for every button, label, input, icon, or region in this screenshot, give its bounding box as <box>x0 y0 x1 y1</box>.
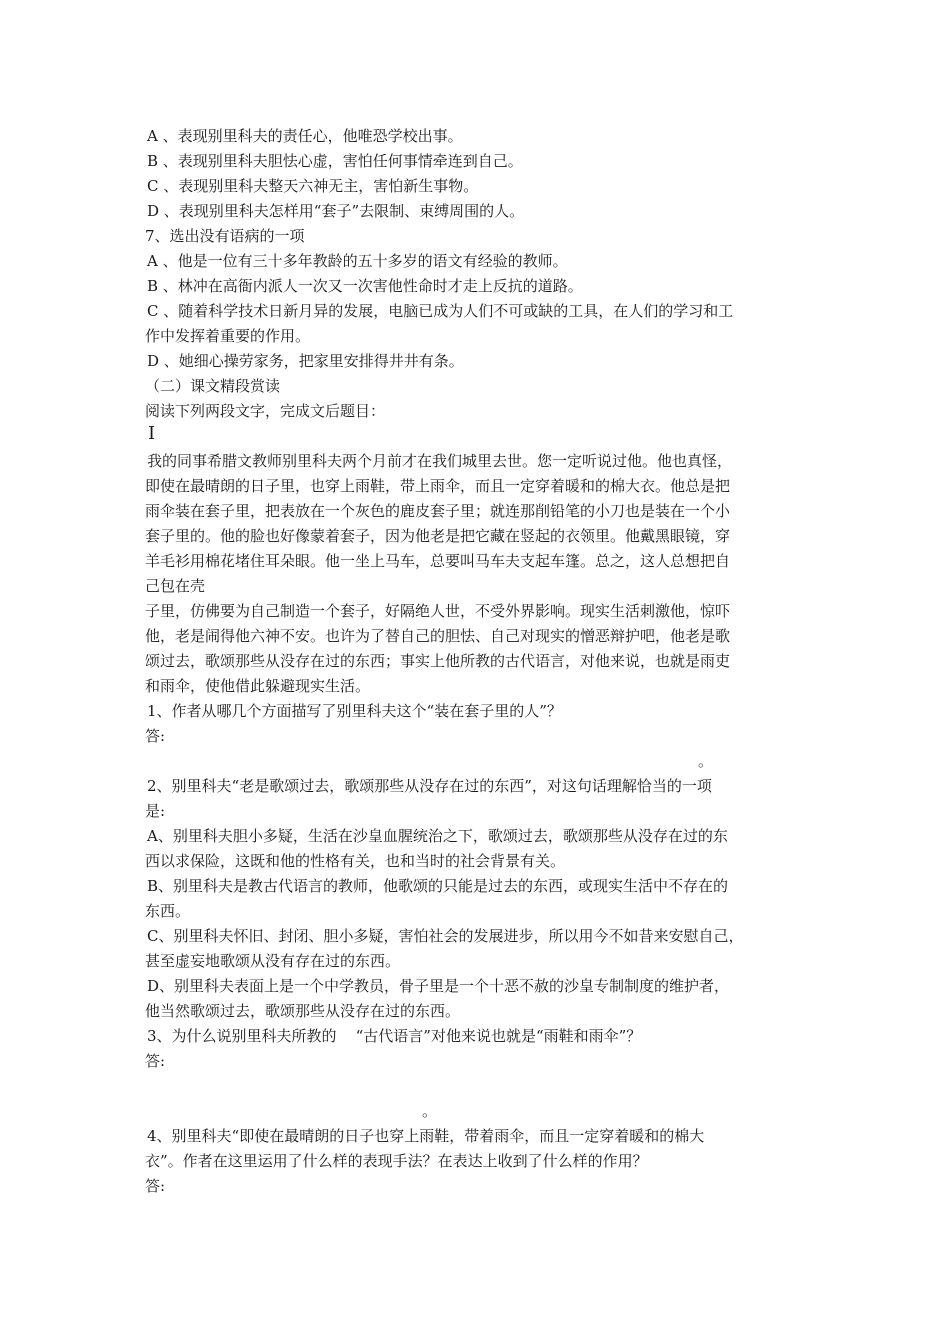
passage-line: 和雨伞，使他借此躲避现实生活。 <box>145 677 371 695</box>
q7-option-c-cont: 作中发挥着重要的作用。 <box>145 327 311 345</box>
q3-question: 3、为什么说别里科夫所教的 “古代语言”对他来说也就是“雨鞋和雨伞”？ <box>147 1027 642 1045</box>
passage-number: Ⅰ <box>148 423 156 444</box>
q2-option-c: C、别里科夫怀旧、封闭、胆小多疑，害怕社会的发展进步，所以用今不如昔来安慰自己， <box>147 927 744 945</box>
passage-line: 他，老是闹得他六神不安。也许为了替自己的胆怯、自己对现实的憎恶辩护吧，他老是歌 <box>145 627 731 645</box>
passage-line: 我的同事希腊文教师别里科夫两个月前才在我们城里去世。您一定听说过他。他也真怪， <box>147 452 733 470</box>
q2-option-d-cont: 他当然歌颂过去，歌颂那些从没存在过的东西。 <box>145 1002 461 1020</box>
q4-question-cont: 衣”。作者在这里运用了什么样的表现手法？在表达上收到了什么样的作用？ <box>145 1152 648 1170</box>
passage-line: 雨伞装在套子里，把表放在一个灰色的鹿皮套子里；就连那削铅笔的小刀也是装在一个小 <box>145 502 731 520</box>
q7-option-c: C 、随着科学技术日新月异的发展，电脑已成为人们不可或缺的工具，在人们的学习和工 <box>147 302 734 320</box>
q6-option-d: D 、表现别里科夫怎样用“套子”去限制、束缚周围的人。 <box>147 202 525 220</box>
section-heading: （二）课文精段赏读 <box>145 377 281 395</box>
q7-title: 7、选出没有语病的一项 <box>145 227 305 245</box>
q2-question-cont: 是: <box>145 802 166 820</box>
section-instruction: 阅读下列两段文字，完成文后题目： <box>145 402 386 420</box>
q7-option-a: A 、他是一位有三十多年教龄的五十多岁的语文有经验的教师。 <box>147 252 568 270</box>
q2-option-b-cont: 东西。 <box>145 902 191 920</box>
q2-option-a: A、别里科夫胆小多疑，生活在沙皇血腥统治之下，歌颂过去，歌颂那些从没存在过的东 <box>147 827 728 845</box>
q1-end-mark: 。 <box>698 752 714 770</box>
q7-option-b: B 、林冲在高衙内派人一次又一次害他性命时才走上反抗的道路。 <box>147 277 583 295</box>
q2-option-a-cont: 西以求保险，这既和他的性格有关，也和当时的社会背景有关。 <box>145 852 566 870</box>
q6-option-c: C 、表现别里科夫整天六神无主，害怕新生事物。 <box>147 177 479 195</box>
q3-end-mark: 。 <box>422 1102 438 1120</box>
passage-line: 即使在最晴朗的日子里，也穿上雨鞋，带上雨伞，而且一定穿着暖和的棉大衣。他总是把 <box>145 477 731 495</box>
q4-answer-label: 答: <box>145 1177 166 1195</box>
passage-line: 子里，仿佛要为自己制造一个套子，好隔绝人世，不受外界影响。现实生活刺激他，惊吓 <box>145 602 731 620</box>
q2-option-d: D、别里科夫表面上是一个中学教员，骨子里是一个十恶不赦的沙皇专制制度的维护者， <box>147 977 730 995</box>
q4-question: 4、别里科夫“即使在最晴朗的日子也穿上雨鞋，带着雨伞，而且一定穿着暖和的棉大 <box>147 1127 705 1145</box>
q2-option-c-cont: 甚至虚妄地歌颂从没有存在过的东西。 <box>145 952 401 970</box>
passage-line: 羊毛衫用棉花堵住耳朵眼。他一坐上马车，总要叫马车夫支起车篷。总之，这人总想把自 <box>145 552 731 570</box>
passage-line: 套子里的。他的脸也好像蒙着套子，因为他老是把它藏在竖起的衣领里。他戴黑眼镜，穿 <box>145 527 731 545</box>
q2-question: 2、别里科夫“老是歌颂过去，歌颂那些从没存在过的东西”，对这句话理解恰当的一项 <box>147 777 712 795</box>
q1-answer-label: 答: <box>145 727 166 745</box>
q1-question: 1、作者从哪几个方面描写了别里科夫这个“装在套子里的人”？ <box>147 702 562 720</box>
q6-option-b: B 、表现别里科夫胆怯心虚，害怕任何事情牵连到自己。 <box>147 152 523 170</box>
passage-line: 颂过去，歌颂那些从没存在过的东西；事实上他所教的古代语言，对他来说，也就是雨吏 <box>145 652 731 670</box>
passage-line: 己包在壳 <box>145 577 206 595</box>
q7-option-d: D 、她细心操劳家务，把家里安排得井井有条。 <box>147 352 464 370</box>
q6-option-a: A 、表现别里科夫的责任心，他唯恐学校出事。 <box>147 127 463 145</box>
q3-answer-label: 答: <box>145 1052 166 1070</box>
q2-option-b: B、别里科夫是教古代语言的教师，他歌颂的只能是过去的东西，或现实生活中不存在的 <box>147 877 729 895</box>
